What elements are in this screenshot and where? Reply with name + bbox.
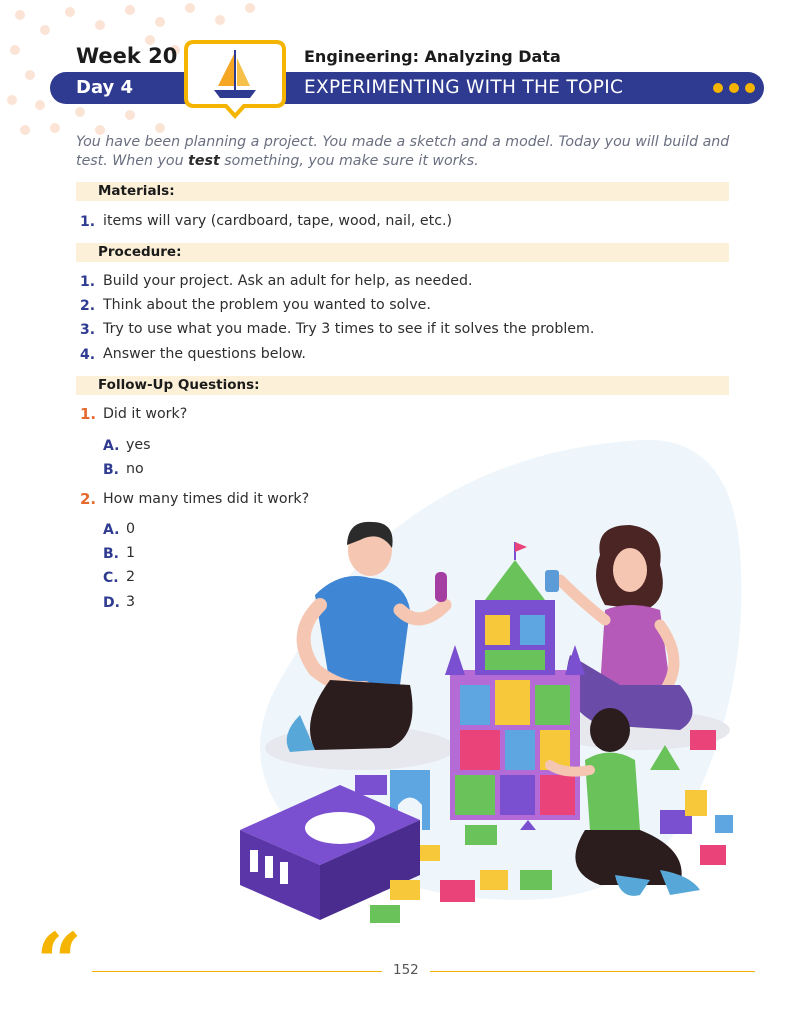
option-letter[interactable]: D. <box>103 595 120 611</box>
option-text[interactable]: 0 <box>126 521 136 537</box>
procedure-step: Build your project. Ask an adult for help, as needed. <box>103 273 473 289</box>
question-text: How many times did it work? <box>103 491 310 507</box>
option-letter[interactable]: C. <box>103 570 119 586</box>
week-label: Week 20 <box>76 44 178 68</box>
family-building-blocks-illustration <box>220 430 780 950</box>
question-number: 1. <box>80 405 97 423</box>
option-text[interactable]: yes <box>126 437 151 453</box>
procedure-step-number: 4. <box>80 347 96 363</box>
question-text: Did it work? <box>103 406 188 422</box>
procedure-step: Think about the problem you wanted to solve. <box>103 297 431 313</box>
intro-bold-term: test <box>188 153 220 169</box>
footer-divider-right <box>430 971 755 972</box>
procedure-step-number: 1. <box>80 274 96 290</box>
page-number: 152 <box>393 962 419 978</box>
option-letter[interactable]: A. <box>103 438 120 454</box>
materials-item: items will vary (cardboard, tape, wood, nail, etc.) <box>103 213 453 229</box>
procedure-step-number: 3. <box>80 322 96 338</box>
procedure-step: Try to use what you made. Try 3 times to see if it solves the problem. <box>103 321 595 337</box>
question-number: 2. <box>80 490 97 508</box>
subject-title: Engineering: Analyzing Data <box>304 47 561 66</box>
sailboat-icon <box>180 38 290 120</box>
materials-heading-bar <box>76 182 729 201</box>
procedure-heading: Procedure: <box>98 244 182 260</box>
materials-heading: Materials: <box>98 183 175 199</box>
option-letter[interactable]: A. <box>103 522 120 538</box>
followup-heading-bar <box>76 376 729 395</box>
procedure-step: Answer the questions below. <box>103 346 306 362</box>
procedure-heading-bar <box>76 243 729 262</box>
option-text[interactable]: no <box>126 461 144 477</box>
materials-item-number: 1. <box>80 214 96 230</box>
intro-paragraph: You have been planning a project. You made a sketch and a model. Today you will build and test. When you test something, you make sure it works. <box>76 134 730 169</box>
quote-mark-icon: “ <box>36 915 83 1009</box>
procedure-step-number: 2. <box>80 298 96 314</box>
more-dots-icon <box>712 82 756 94</box>
option-text[interactable]: 2 <box>126 569 136 585</box>
option-text[interactable]: 1 <box>126 545 136 561</box>
followup-heading: Follow-Up Questions: <box>98 377 260 393</box>
option-text[interactable]: 3 <box>126 594 136 610</box>
option-letter[interactable]: B. <box>103 462 119 478</box>
topic-title: EXPERIMENTING WITH THE TOPIC <box>304 77 624 98</box>
day-label: Day 4 <box>76 77 134 98</box>
footer-divider-left <box>92 971 382 972</box>
option-letter[interactable]: B. <box>103 546 119 562</box>
